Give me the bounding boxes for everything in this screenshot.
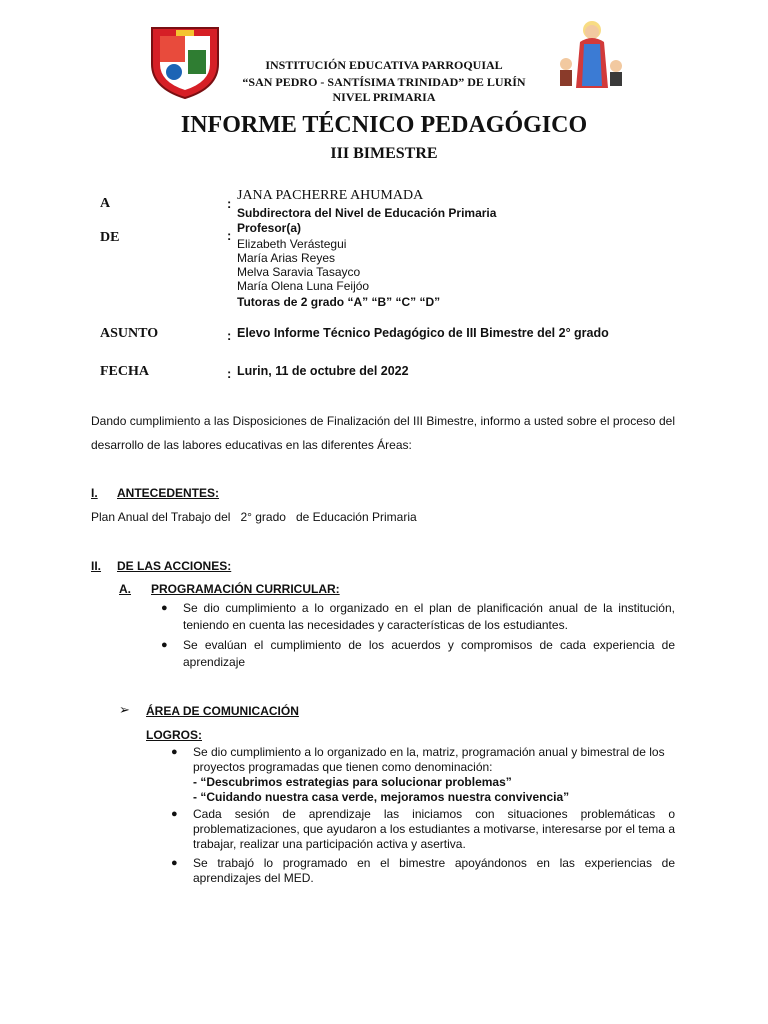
teacher-name: Elizabeth Verástegui bbox=[237, 237, 347, 251]
school-name: “SAN PEDRO - SANTÍSIMA TRINIDAD” DE LURÍN bbox=[242, 75, 526, 89]
de-label: DE bbox=[100, 230, 120, 245]
subsection-a-letter: A. bbox=[119, 582, 131, 596]
project-name: - “Cuidando nuestra casa verde, mejoramos nuestra convivencia” bbox=[193, 790, 570, 804]
list-item bbox=[161, 637, 675, 671]
bullet-icon: ● bbox=[171, 857, 178, 869]
subsection-a-title: PROGRAMACIÓN CURRICULAR: bbox=[151, 582, 340, 596]
list-item-text: Se trabajó lo programado en el bimestre apoyándonos en las experiencias de aprendizajes del MED. bbox=[193, 856, 675, 885]
bullet-icon: ● bbox=[161, 639, 168, 651]
asunto-label: ASUNTO bbox=[100, 326, 159, 341]
logros-title: LOGROS: bbox=[146, 728, 202, 742]
project-name: - “Descubrimos estrategias para solucionar problemas” bbox=[193, 775, 512, 789]
recipient-name: JANA PACHERRE AHUMADA bbox=[237, 188, 424, 203]
fecha-value: Lurin, 11 de octubre del 2022 bbox=[237, 364, 409, 378]
list-item bbox=[171, 745, 675, 805]
list-item bbox=[161, 600, 675, 634]
list-item bbox=[171, 807, 675, 852]
section-1-number: I. bbox=[91, 486, 98, 500]
intro-paragraph: Dando cumplimiento a las Disposiciones de Finalización del III Bimestre, informo a usted sobre el proceso del desarrollo de las labores educativas en las diferentes Áreas: bbox=[91, 414, 675, 452]
fecha-label: FECHA bbox=[100, 364, 149, 379]
institution-name: INSTITUCIÓN EDUCATIVA PARROQUIAL bbox=[265, 58, 503, 72]
list-item bbox=[171, 856, 675, 886]
section-1-title: ANTECEDENTES: bbox=[117, 486, 220, 500]
a-label: A bbox=[100, 196, 111, 211]
bullet-icon: ● bbox=[171, 808, 178, 820]
teacher-name: Melva Saravia Tasayco bbox=[237, 265, 361, 279]
recipient-role: Subdirectora del Nivel de Educación Primaria bbox=[237, 206, 497, 220]
area-title: ÁREA DE COMUNICACIÓN bbox=[146, 704, 299, 718]
bullet-list-programacion bbox=[161, 600, 675, 671]
asunto-colon: : bbox=[227, 328, 232, 343]
list-item-text: Cada sesión de aprendizaje las iniciamos con situaciones problemáticas o problematizaciones, que ayudaron a los estudiantes a motivarse, interesarse por el tema a trabajar, realizar una participación activa y asertiva. bbox=[193, 807, 675, 851]
list-item-text: Se dio cumplimiento a lo organizado en el plan de planificación anual de la institución, teniendo en cuenta las necesidades y características de los estudiantes. bbox=[183, 601, 675, 632]
list-item-text: Se dio cumplimiento a lo organizado en la, matriz, programación anual y bimestral de los proyectos programadas que tienen como denominación: bbox=[193, 745, 665, 774]
bullet-icon: ● bbox=[161, 602, 168, 614]
document-subtitle: III BIMESTRE bbox=[330, 145, 438, 162]
tutors-line: Tutoras de 2 grado “A” “B” “C” “D” bbox=[237, 295, 441, 309]
de-colon: : bbox=[227, 228, 232, 243]
section-2-title: DE LAS ACCIONES: bbox=[117, 559, 232, 573]
section-2-number: II. bbox=[91, 559, 102, 573]
school-level: NIVEL PRIMARIA bbox=[332, 90, 436, 104]
section-1-text: Plan Anual del Trabajo del 2° grado de Educación Primaria bbox=[91, 510, 417, 524]
teacher-name: María Arias Reyes bbox=[237, 251, 336, 265]
sender-role: Profesor(a) bbox=[237, 221, 302, 235]
bullet-icon: ● bbox=[171, 746, 178, 758]
bullet-list-logros bbox=[171, 745, 675, 886]
document-title: INFORME TÉCNICO PEDAGÓGICO bbox=[180, 112, 588, 138]
asunto-value: Elevo Informe Técnico Pedagógico de III Bimestre del 2° grado bbox=[237, 326, 609, 340]
arrow-bullet-icon: ➢ bbox=[119, 702, 130, 717]
teacher-name: María Olena Luna Feijóo bbox=[237, 279, 370, 293]
list-item-text: Se evalúan el cumplimiento de los acuerdos y compromisos de cada experiencia de aprendizaje bbox=[183, 638, 675, 669]
a-colon: : bbox=[227, 196, 232, 211]
fecha-colon: : bbox=[227, 366, 232, 381]
